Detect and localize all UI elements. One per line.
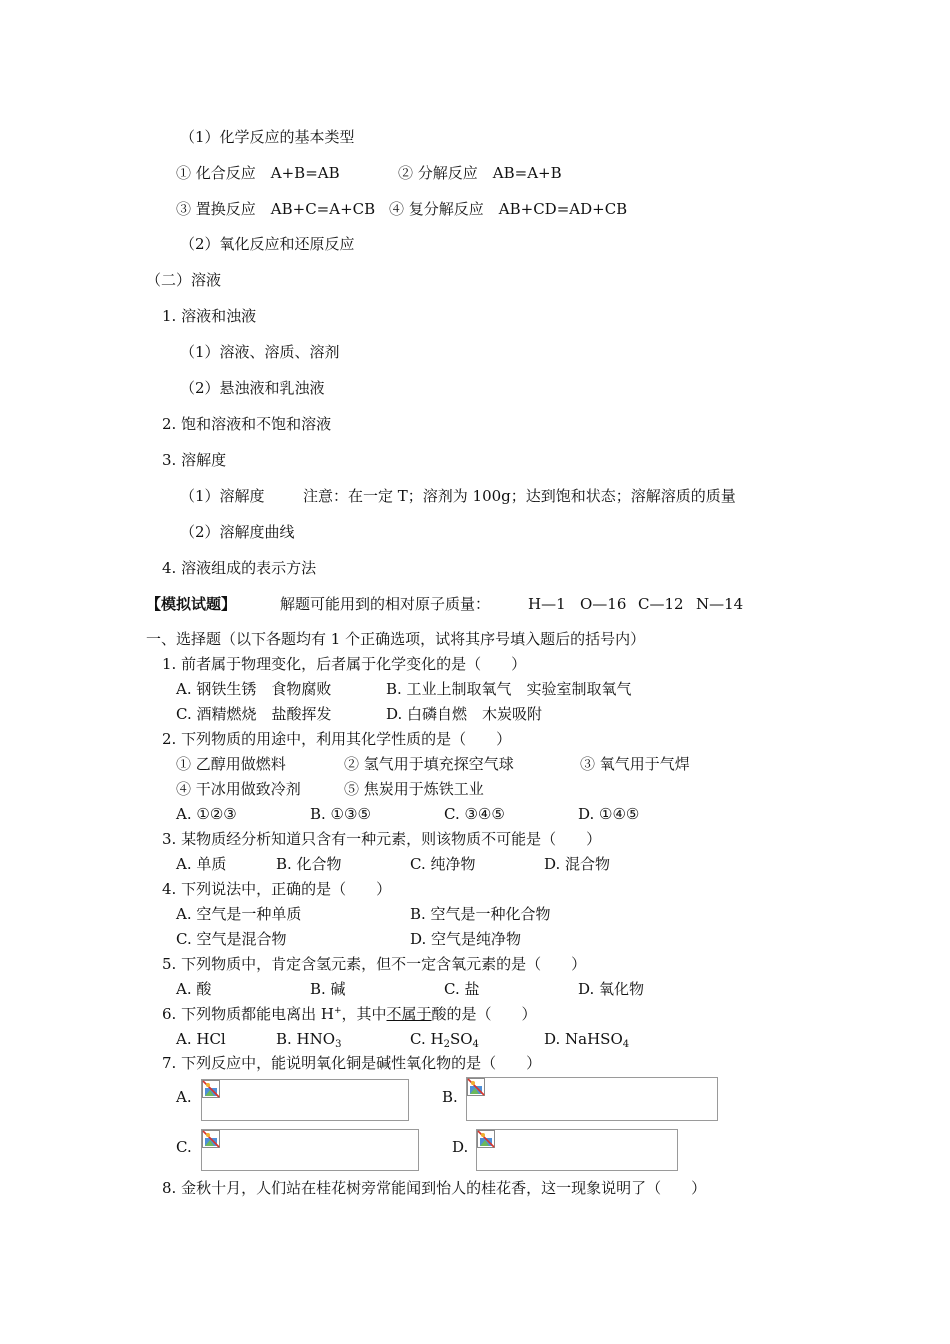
q6-option-b-sub: 3 [335,1039,342,1050]
q2-use-5: ⑤ 焦炭用于炼铁工业 [344,780,484,798]
broken-image-icon [202,1080,220,1098]
q6-option-c [410,1029,479,1049]
q6-option-d-sub: 4 [622,1039,630,1050]
q3-option-c: C. 纯净物 [410,855,476,873]
q8-stem: 8. 金秋十月，人们站在桂花树旁常能闻到怡人的桂花香，这一现象说明了（ ） [162,1179,707,1197]
q4-option-b: B. 空气是一种化合物 [410,905,551,923]
q2-stem: 2. 下列物质的用途中，利用其化学性质的是（ ） [162,730,512,748]
q7-option-b-image [466,1077,718,1121]
part1-title: 一、选择题（以下各题均有 1 个正确选项，试将其序号填入题后的括号内） [146,630,646,648]
q5-option-b: B. 碱 [310,980,346,998]
broken-image-icon [202,1130,220,1148]
atomic-mass-n: N—14 [696,595,744,613]
q4-option-a: A. 空气是一种单质 [176,905,302,923]
broken-image-icon [467,1078,485,1096]
solution-section-heading: （二）溶液 [146,271,222,289]
redox-heading: （2）氧化反应和还原反应 [180,235,355,253]
solution-item-4: 4. 溶液组成的表示方法 [162,559,317,577]
q6-option-c-text: C. H [410,1030,444,1048]
q6-stem-underlined: 不属于 [386,1005,432,1023]
solution-item-1a: （1）溶液、溶质、溶剂 [180,343,340,361]
solution-item-1: 1. 溶液和浊液 [162,307,257,325]
atomic-mass-o: O—16 [580,595,627,613]
q6-option-b [276,1029,341,1049]
q7-option-b-label: B. [442,1088,458,1106]
q1-stem: 1. 前者属于物理变化，后者属于化学变化的是（ ） [162,655,527,673]
double-decomposition-reaction: ④ 复分解反应 AB+CD=AD+CB [389,200,628,218]
q4-option-c: C. 空气是混合物 [176,930,287,948]
q6-option-d [544,1029,629,1049]
q7-option-c-label: C. [176,1138,192,1156]
q2-option-a: A. ①②③ [176,805,237,823]
q4-stem: 4. 下列说法中，正确的是（ ） [162,880,392,898]
q7-option-a-label: A. [176,1088,192,1106]
atomic-mass-intro: 解题可能用到的相对原子质量： [280,595,491,613]
q5-option-a: A. 酸 [176,980,212,998]
q5-stem: 5. 下列物质中，肯定含氢元素，但不一定含氧元素的是（ ） [162,955,587,973]
q2-option-d: D. ①④⑤ [578,805,640,823]
q7-option-c-image [201,1129,419,1171]
q2-option-c: C. ③④⑤ [444,805,505,823]
solution-item-2: 2. 饱和溶液和不饱和溶液 [162,415,332,433]
q6-stem-pre: 6. 下列物质都能电离出 H [162,1005,334,1023]
q6-stem-post: 酸的是（ ） [431,1005,537,1023]
broken-image-icon [477,1130,495,1148]
q2-use-4: ④ 干冰用做致冷剂 [176,780,301,798]
q3-option-a: A. 单质 [176,855,227,873]
q1-option-c: C. 酒精燃烧 盐酸挥发 [176,705,332,723]
decomposition-reaction: ② 分解反应 AB=A+B [398,164,562,182]
q6-stem [162,1004,537,1024]
q7-stem: 7. 下列反应中，能说明氧化铜是碱性氧化物的是（ ） [162,1054,542,1072]
q2-use-2: ② 氢气用于填充探空气球 [344,755,514,773]
q6-stem-mid: ，其中 [341,1005,387,1023]
q7-option-d-image [476,1129,678,1171]
q6-option-c-sub1: 2 [443,1039,450,1050]
displacement-reaction: ③ 置换反应 AB+C=A+CB [176,200,376,218]
atomic-mass-c: C—12 [638,595,684,613]
solubility-label: （1）溶解度 [180,487,265,505]
combination-reaction: ① 化合反应 A+B=AB [176,164,340,182]
q2-use-3: ③ 氧气用于气焊 [580,755,690,773]
q3-option-d: D. 混合物 [544,855,611,873]
solubility-note: 注意：在一定 T；溶剂为 100g；达到饱和状态；溶解溶质的质量 [303,487,736,505]
q2-use-1: ① 乙醇用做燃料 [176,755,286,773]
q7-option-a-image [201,1079,409,1121]
q7-option-d-label: D. [452,1138,469,1156]
solution-item-3b: （2）溶解度曲线 [180,523,295,541]
q3-stem: 3. 某物质经分析知道只含有一种元素，则该物质不可能是（ ） [162,830,602,848]
q1-option-b: B. 工业上制取氧气 实验室制取氧气 [386,680,632,698]
q1-option-d: D. 白磷自燃 木炭吸附 [386,705,543,723]
atomic-mass-h: H—1 [528,595,566,613]
q6-option-c-sub2: 4 [472,1039,479,1050]
solution-item-3: 3. 溶解度 [162,451,227,469]
solution-item-1b: （2）悬浊液和乳浊液 [180,379,325,397]
q6-option-c-mid: SO [449,1030,473,1048]
q6-stem-superscript: + [333,1006,342,1016]
q3-option-b: B. 化合物 [276,855,342,873]
reaction-types-heading: （1）化学反应的基本类型 [180,128,355,146]
q2-option-b: B. ①③⑤ [310,805,371,823]
q4-option-d: D. 空气是纯净物 [410,930,522,948]
q5-option-c: C. 盐 [444,980,480,998]
q6-option-b-text: B. HNO [276,1030,336,1048]
q6-option-d-text: D. NaHSO [544,1030,623,1048]
q1-option-a: A. 钢铁生锈 食物腐败 [176,680,332,698]
mock-test-heading: 【模拟试题】 [146,595,237,613]
q6-option-a: A. HCl [176,1030,226,1048]
q5-option-d: D. 氧化物 [578,980,645,998]
